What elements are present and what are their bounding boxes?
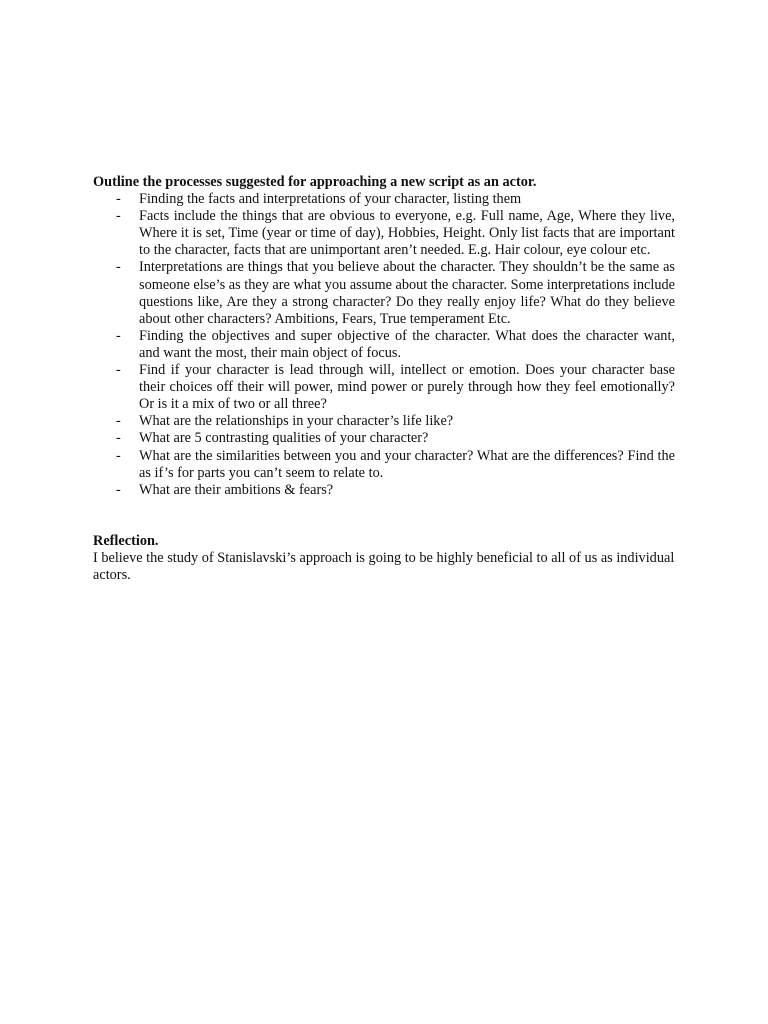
list-item <box>93 208 675 259</box>
list-item-text: What are 5 contrasting qualities of your character? <box>139 430 429 447</box>
list-item <box>93 362 675 413</box>
list-item <box>93 328 675 362</box>
list-item <box>93 259 675 327</box>
list-item-text: Finding the facts and interpretations of your character, listing them <box>139 191 522 208</box>
list-item-text: Finding the objectives and super objective of the character. What does the character want, and want the most, their main object of focus. <box>139 327 675 361</box>
list-item-text: What are the similarities between you and your character? What are the differences? Find the as if’s for parts you can’t seem to relate to. <box>139 447 675 481</box>
reflection-body: I believe the study of Stanislavski’s approach is going to be highly beneficial to all of us as individual actors. <box>93 549 675 583</box>
bullet-dash: - <box>116 413 121 430</box>
reflection-section <box>93 533 675 584</box>
list-item <box>93 430 675 447</box>
bullet-dash: - <box>116 481 121 498</box>
list-item <box>93 413 675 430</box>
bullet-dash: - <box>116 259 121 276</box>
reflection-title: Reflection. <box>93 532 159 549</box>
process-list <box>93 191 675 499</box>
bullet-dash: - <box>116 430 121 447</box>
list-item-text: Interpretations are things that you believe about the character. They shouldn’t be the same as someone else’s as they are what you assume about the character. Some interpretations include questions like, Are they a strong character? Do they really enjoy life? What do they believe about other characters? Ambitions, Fears, True temperament Etc. <box>139 259 675 327</box>
bullet-dash: - <box>116 327 121 344</box>
list-item-text: Facts include the things that are obvious to everyone, e.g. Full name, Age, Where they live, Where it is set, Time (year or time of day), Hobbies, Height. Only list facts that are important to the character, facts that are unimportant aren’t needed. E.g. Hair colour, eye colour etc. <box>139 208 675 259</box>
list-item-text: What are the relationships in your character’s life like? <box>139 413 454 430</box>
list-item-text: Find if your character is lead through will, intellect or emotion. Does your character base their choices off their will power, mind power or purely through how they feel emotionally? Or is it a mix of two or all three? <box>139 362 675 413</box>
bullet-dash: - <box>116 447 121 464</box>
question-heading: Outline the processes suggested for approaching a new script as an actor. <box>93 174 537 190</box>
bullet-dash: - <box>116 208 121 225</box>
list-item-text: What are their ambitions & fears? <box>139 481 334 498</box>
bullet-dash: - <box>116 191 121 208</box>
bullet-dash: - <box>116 362 121 379</box>
list-item <box>93 448 675 482</box>
list-item <box>93 191 675 208</box>
list-item <box>93 482 675 499</box>
document-content <box>93 174 675 584</box>
